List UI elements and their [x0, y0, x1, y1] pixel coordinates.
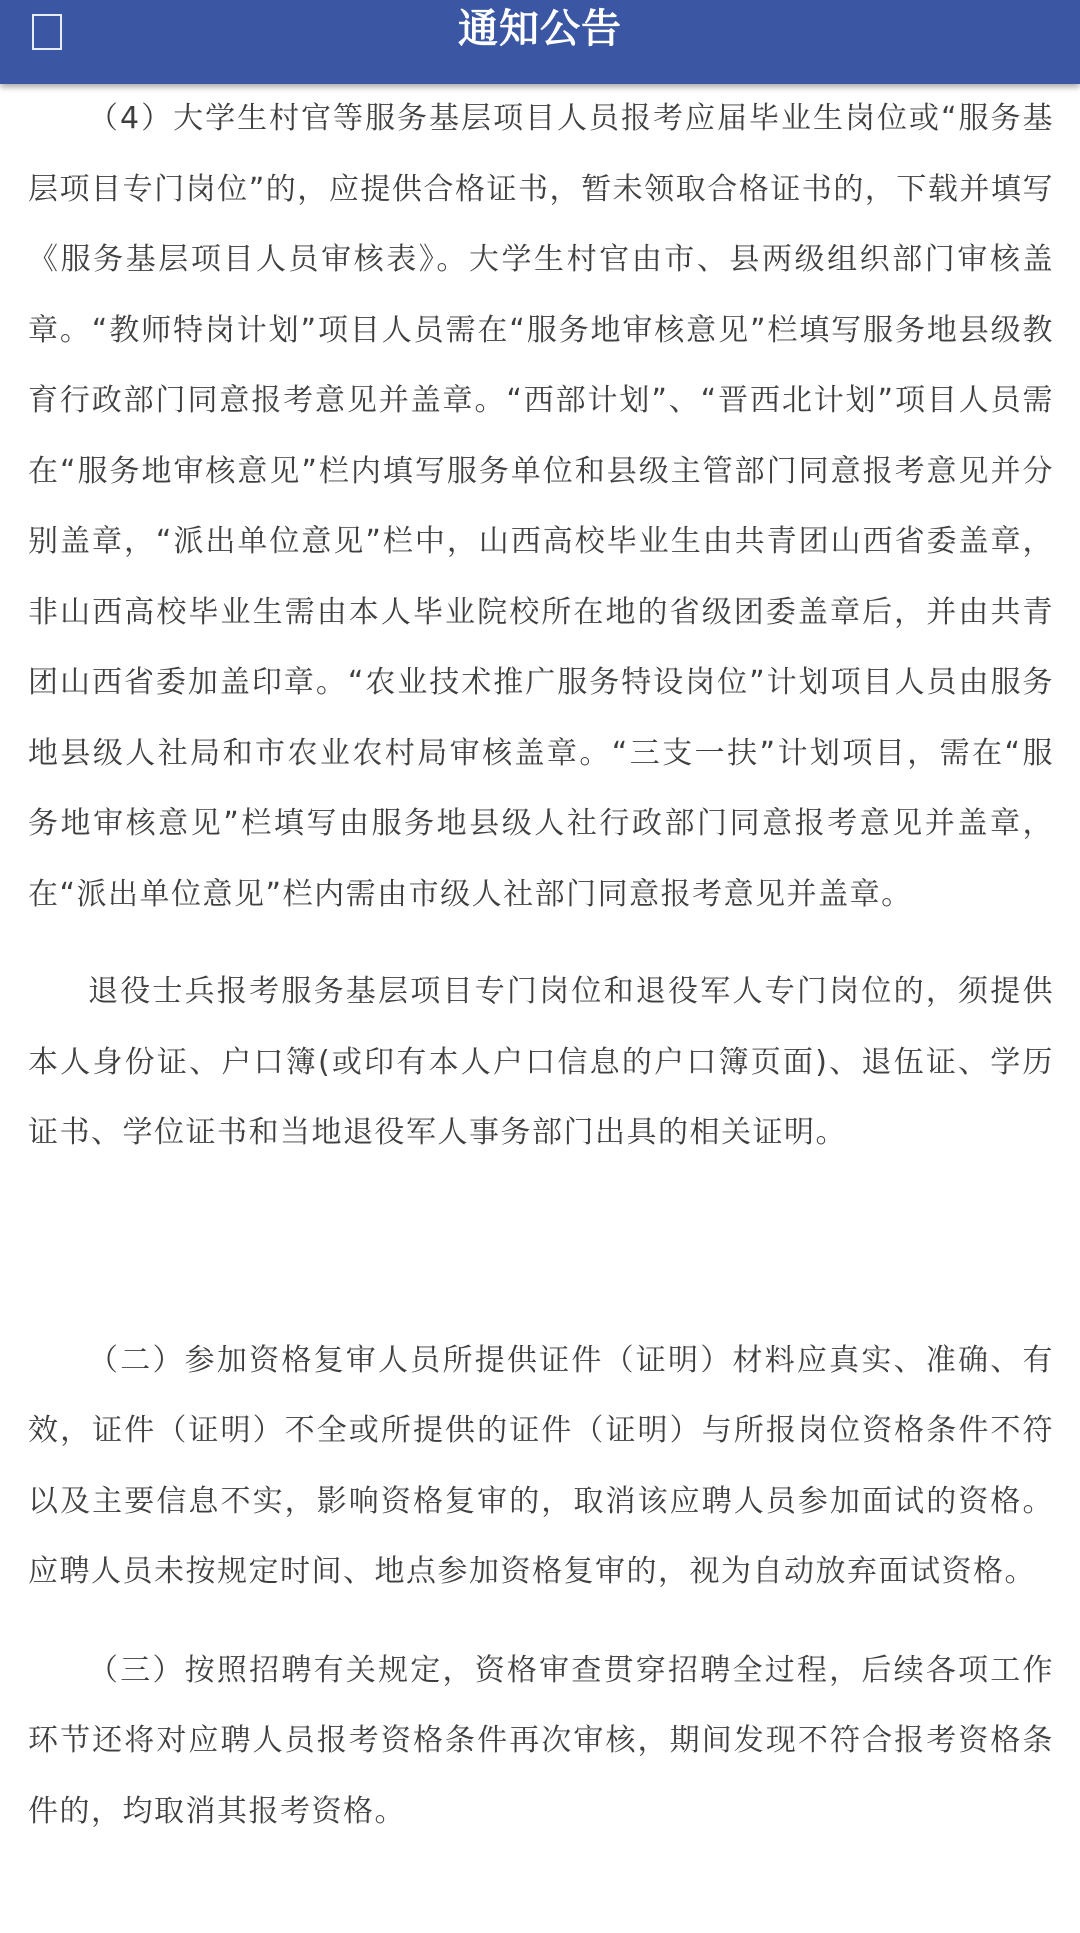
paragraph-veterans: 退役士兵报考服务基层项目专门岗位和退役军人专门岗位的，须提供本人身份证、户口簿(或印有本人户口信息的户口簿页面)、退伍证、学历证书、学位证书和当地退役军人事务部门出具的相关证明。 — [28, 974, 1054, 1150]
notice-content — [28, 84, 1054, 1847]
paragraph-section-two: （二）参加资格复审人员所提供证件（证明）材料应真实、准确、有效，证件（证明）不全或所提供的证件（证明）与所报岗位资格条件不符以及主要信息不实，影响资格复审的，取消该应聘人员参加面试的资格。应聘人员未按规定时间、地点参加资格复审的，视为自动放弃面试资格。 — [28, 1342, 1054, 1589]
paragraph-village-officials: （4）大学生村官等服务基层项目人员报考应届毕业生岗位或“服务基层项目专门岗位”的，应提供合格证书，暂未领取合格证书的，下载并填写《服务基层项目人员审核表》。大学生村官由市、县两级组织部门审核盖章。“教师特岗计划”项目人员需在“服务地审核意见”栏填写服务地县级教育行政部门同意报考意见并盖章。“西部计划”、“晋西北计划”项目人员需在“服务地审核意见”栏内填写服务单位和县级主管部门同意报考意见并分别盖章，“派出单位意见”栏中，山西高校毕业生由共青团山西省委盖章，非山西高校毕业生需由本人毕业院校所在地的省级团委盖章后，并由共青团山西省委加盖印章。“农业技术推广服务特设岗位”计划项目人员由服务地县级人社局和市农业农村局审核盖章。“三支一扶”计划项目，需在“服务地审核意见”栏填写由服务地县级人社行政部门同意报考意见并盖章，在“派出单位意见”栏内需由市级人社部门同意报考意见并盖章。 — [28, 101, 1054, 912]
header-bar — [0, 0, 1080, 84]
paragraph-section-three: （三）按照招聘有关规定，资格审查贯穿招聘全过程，后续各项工作环节还将对应聘人员报考资格条件再次审核，期间发现不符合报考资格条件的，均取消其报考资格。 — [28, 1652, 1054, 1829]
page-title: 通知公告 — [458, 6, 622, 52]
